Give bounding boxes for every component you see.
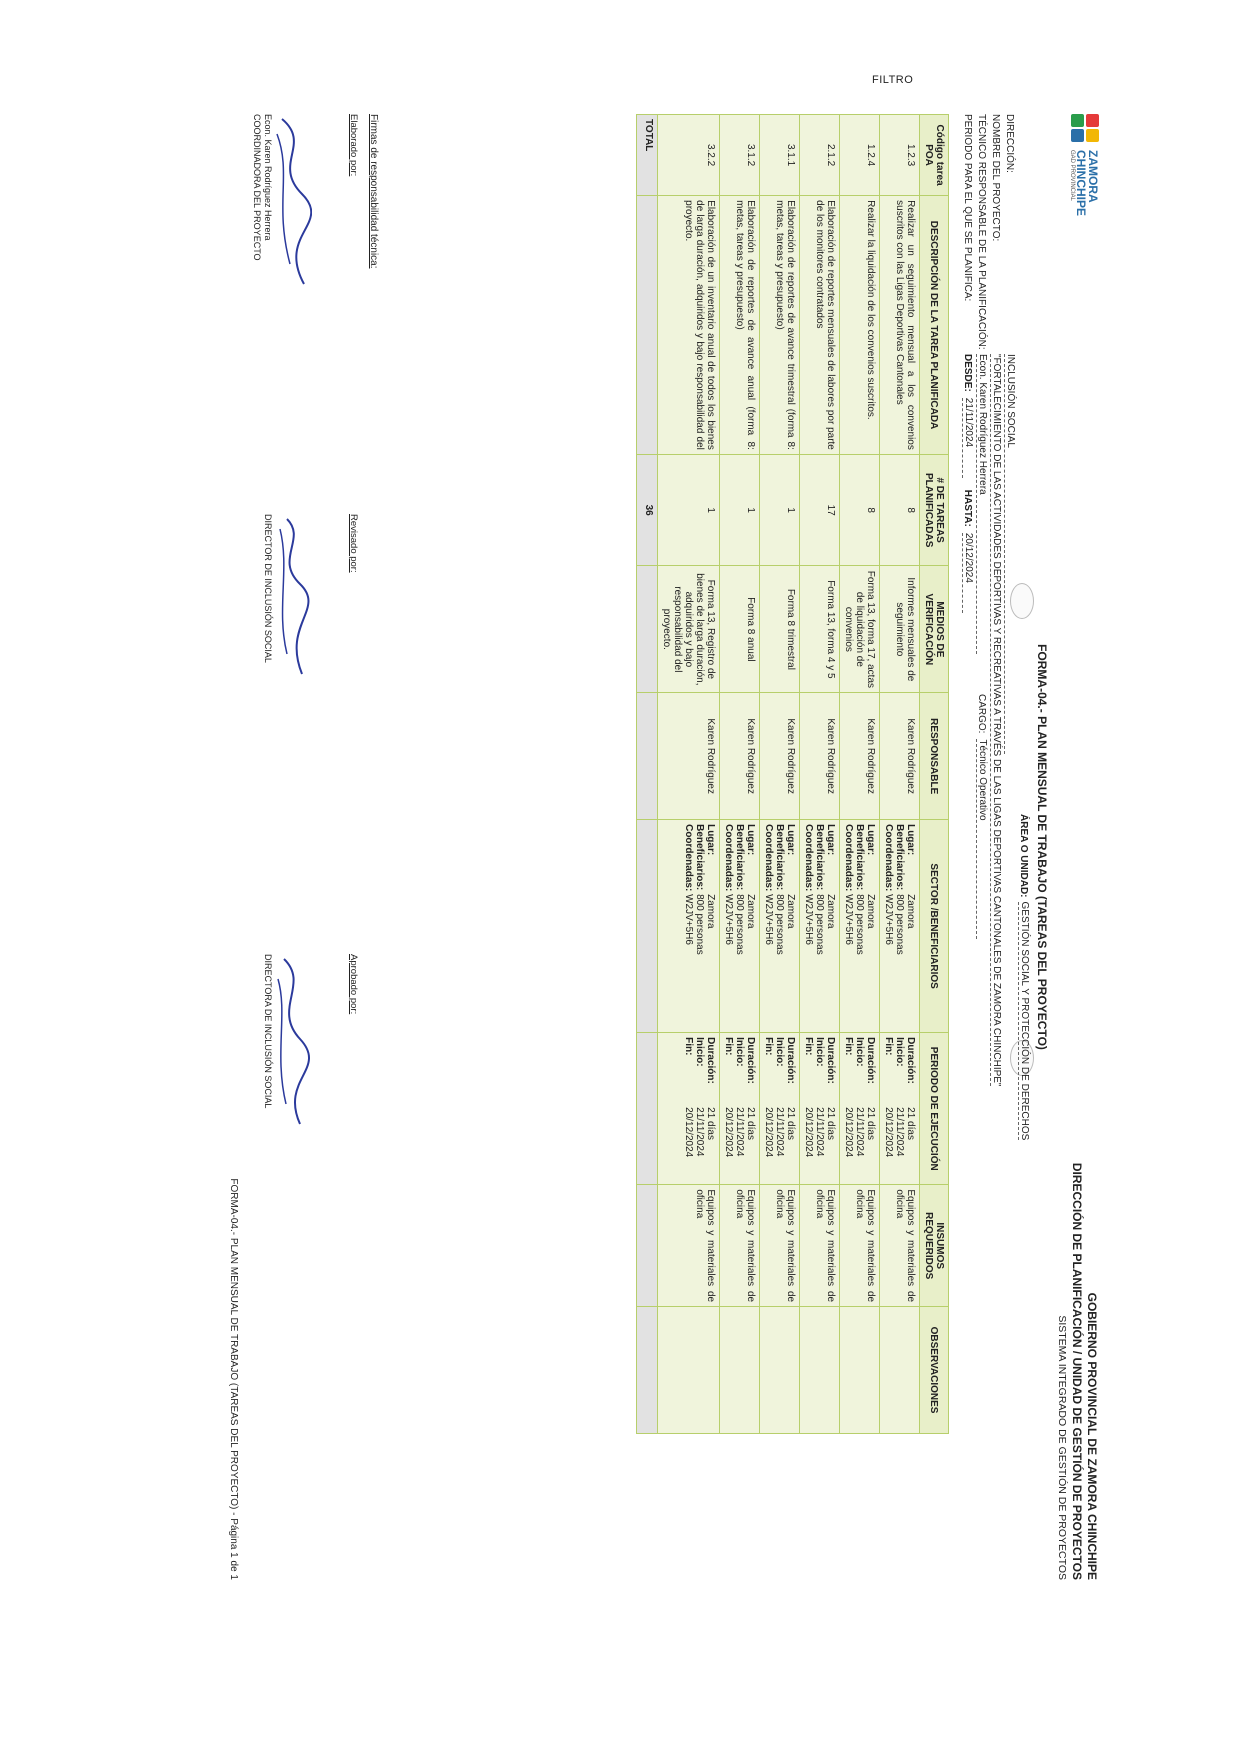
total-spacer [637, 1185, 658, 1307]
handwritten-signature-icon [276, 114, 312, 294]
table-row [658, 115, 720, 1434]
beneficiarios-label: Beneficiarios: [774, 824, 785, 891]
observations [720, 1307, 760, 1434]
verification-means: Forma 13, Registro de bienes de larga duración, adquiridos y bajo responsabilidad del proyecto. [658, 566, 720, 693]
task-code: 3.2.2 [658, 115, 720, 196]
lugar-value: Zamora [785, 894, 796, 929]
total-spacer [637, 196, 658, 455]
rotated-page [215, 114, 1099, 1580]
total-value: 36 [637, 454, 658, 566]
hasta-value: 20/12/2024 [962, 533, 974, 613]
lugar-value: Zamora [705, 894, 716, 929]
execution-period [720, 1033, 760, 1185]
execution-period [760, 1033, 800, 1185]
verification-means: Forma 13, forma 17, actas de liquidación de convenios [840, 566, 880, 693]
area-value: GESTIÓN SOCIAL Y PROTECCIÓN DE DERECHOS [1019, 901, 1030, 1141]
sector-beneficiaries [658, 820, 720, 1033]
duracion-label: Duración: [785, 1037, 796, 1084]
revisado-label: Revisado por: [348, 514, 359, 573]
aprobado-title: DIRECTORA DE INCLUSIÓN SOCIAL [263, 954, 273, 1109]
fin-label: Fin: [683, 1037, 694, 1056]
inicio-label: Inicio: [774, 1037, 785, 1067]
direccion-label: DIRECCIÓN: [1004, 114, 1016, 173]
beneficiarios-label: Beneficiarios: [734, 824, 745, 891]
required-inputs: Equipos y materiales de oficina [658, 1185, 720, 1307]
observations [880, 1307, 920, 1434]
table-header-row [920, 115, 949, 1434]
execution-period [840, 1033, 880, 1185]
beneficiarios-value: 800 personas [734, 894, 745, 955]
task-description: Realizar un seguimiento mensual a los convenios suscritos con las Ligas Deportivas Cantonales [880, 196, 920, 455]
desde-value: 21/11/2024 [962, 398, 974, 478]
signature-revisado [262, 514, 359, 764]
required-inputs: Equipos y materiales de oficina [760, 1185, 800, 1307]
beneficiarios-label: Beneficiarios: [854, 824, 865, 891]
sector-beneficiaries [800, 820, 840, 1033]
coordenadas-label: Coordenadas: [803, 824, 814, 892]
inicio-label: Inicio: [894, 1037, 905, 1067]
header-line-1: GOBIERNO PROVINCIAL DE ZAMORA CHINCHIPE [1085, 1292, 1099, 1580]
duracion-value: 21 días [905, 1107, 916, 1140]
table-row [840, 115, 880, 1434]
logo-subtext: GAD PROVINCIAL [1069, 150, 1075, 202]
lugar-label: Lugar: [745, 824, 756, 856]
beneficiarios-value: 800 personas [894, 894, 905, 955]
coordenadas-value: W2JV+5H6 [723, 894, 734, 945]
fin-value: 20/12/2024 [683, 1107, 694, 1158]
lugar-label: Lugar: [785, 824, 796, 856]
duracion-value: 21 días [865, 1107, 876, 1140]
tecnico-value: Econ. Karen Rodríguez Herrera [976, 354, 988, 654]
inicio-value: 21/11/2024 [694, 1107, 705, 1157]
coordenadas-label: Coordenadas: [843, 824, 854, 892]
cargo-label: CARGO: [976, 694, 988, 734]
proyecto-value: "FORTALECIMIENTO DE LAS ACTIVIDADES DEPORTIVAS Y RECREATIVAS A TRAVÉS DE LAS LIGAS DEPORTIVAS CANTONALES DE ZAMORA CHINCHIPE" [991, 354, 1002, 1087]
direccion-value: INCLUSIÓN SOCIAL [1004, 354, 1016, 754]
task-code: 3.1.2 [720, 115, 760, 196]
proyecto-label: NOMBRE DEL PROYECTO: [990, 114, 1002, 242]
handwritten-signature-icon [276, 954, 312, 1134]
coordenadas-label: Coordenadas: [763, 824, 774, 892]
hasta-label: HASTA: [962, 489, 974, 527]
handwritten-signature-icon [276, 514, 312, 694]
verification-means: Informes mensuales de seguimiento [880, 566, 920, 693]
fin-label: Fin: [723, 1037, 734, 1056]
coordenadas-value: W2JV+5H6 [763, 894, 774, 945]
logo-block [1069, 114, 1099, 454]
duracion-value: 21 días [705, 1107, 716, 1140]
duracion-value: 21 días [745, 1107, 756, 1140]
required-inputs: Equipos y materiales de oficina [720, 1185, 760, 1307]
lugar-label: Lugar: [905, 824, 916, 856]
sector-beneficiaries [880, 820, 920, 1033]
task-description: Elaboración de reportes de avance anual (forma 8: metas, tareas y presupuesto) [720, 196, 760, 455]
area-label: ÁREA O UNIDAD: [1018, 814, 1030, 898]
fin-label: Fin: [763, 1037, 774, 1056]
lugar-value: Zamora [745, 894, 756, 929]
table-row [720, 115, 760, 1434]
beneficiarios-value: 800 personas [774, 894, 785, 955]
lugar-label: Lugar: [865, 824, 876, 856]
duracion-label: Duración: [705, 1037, 716, 1084]
fin-value: 20/12/2024 [763, 1107, 774, 1158]
province-logo-icon [1069, 114, 1099, 144]
duracion-value: 21 días [785, 1107, 796, 1140]
observations [840, 1307, 880, 1434]
verification-means: Forma 8 anual [720, 566, 760, 693]
header-descripcion: DESCRIPCIÓN DE LA TAREA PLANIFICADA [920, 196, 949, 455]
inicio-label: Inicio: [734, 1037, 745, 1067]
fin-label: Fin: [843, 1037, 854, 1056]
duracion-label: Duración: [865, 1037, 876, 1084]
header-insumos: INSUMOS REQUERIDOS [920, 1185, 949, 1307]
observations [658, 1307, 720, 1434]
desde-label: DESDE: [962, 354, 974, 392]
header-responsable: RESPONSABLE [920, 693, 949, 820]
beneficiarios-value: 800 personas [814, 894, 825, 955]
form-title: FORMA-04.- PLAN MENSUAL DE TRABAJO (TAREAS DEL PROYECTO) [1035, 644, 1049, 1050]
filter-mark: FILTRO [872, 74, 914, 86]
page-footer: FORMA-04.- PLAN MENSUAL DE TRABAJO (TAREAS DEL PROYECTO) - Página 1 de 1 [228, 1178, 239, 1580]
project-meta [961, 114, 1031, 1580]
task-description: Elaboración de un inventario anual de todos los bienes de larga duración, adquiridos y bajo responsabilidad del proyecto. [658, 196, 720, 455]
inicio-value: 21/11/2024 [894, 1107, 905, 1157]
elaborado-title: COORDINADORA DEL PROYECTO [252, 114, 262, 261]
sector-beneficiaries [840, 820, 880, 1033]
total-row [637, 115, 658, 1434]
task-code: 2.1.2 [800, 115, 840, 196]
fin-value: 20/12/2024 [803, 1107, 814, 1158]
inicio-label: Inicio: [814, 1037, 825, 1067]
tecnico-label: TÉCNICO RESPONSABLE DE LA PLANIFICACIÓN: [976, 114, 988, 350]
beneficiarios-value: 800 personas [694, 894, 705, 955]
observations [760, 1307, 800, 1434]
revisado-title: DIRECTOR DE INCLUSIÓN SOCIAL [263, 514, 273, 663]
coordenadas-value: W2JV+5H6 [683, 894, 694, 945]
lugar-value: Zamora [825, 894, 836, 929]
responsible: Karen Rodríguez [800, 693, 840, 820]
sector-beneficiaries [760, 820, 800, 1033]
task-count: 8 [880, 454, 920, 566]
verification-means: Forma 8 trimestral [760, 566, 800, 693]
total-spacer [637, 566, 658, 693]
header-line-2: DIRECCIÓN DE PLANIFICACIÓN / UNIDAD DE GESTIÓN DE PROYECTOS [1070, 1162, 1084, 1580]
header-sector: SECTOR /BENEFICIARIOS [920, 820, 949, 1033]
coordenadas-label: Coordenadas: [723, 824, 734, 892]
task-count: 1 [658, 454, 720, 566]
duracion-label: Duración: [905, 1037, 916, 1084]
coordenadas-label: Coordenadas: [683, 824, 694, 892]
fin-value: 20/12/2024 [883, 1107, 894, 1158]
table-row [800, 115, 840, 1434]
cargo-value: Técnico Operativo [976, 739, 988, 939]
coordenadas-value: W2JV+5H6 [843, 894, 854, 945]
responsible: Karen Rodríguez [840, 693, 880, 820]
duracion-label: Duración: [825, 1037, 836, 1084]
fin-value: 20/12/2024 [843, 1107, 854, 1158]
coordenadas-value: W2JV+5H6 [803, 894, 814, 945]
beneficiarios-label: Beneficiarios: [814, 824, 825, 891]
signature-elaborado [251, 114, 359, 364]
observations [800, 1307, 840, 1434]
execution-period [658, 1033, 720, 1185]
header-tareas: # DE TAREAS PLANIFICADAS [920, 454, 949, 566]
required-inputs: Equipos y materiales de oficina [880, 1185, 920, 1307]
beneficiarios-value: 800 personas [854, 894, 865, 955]
total-spacer [637, 1307, 658, 1434]
total-spacer [637, 820, 658, 1033]
inicio-value: 21/11/2024 [814, 1107, 825, 1157]
duracion-value: 21 días [825, 1107, 836, 1140]
duracion-label: Duración: [745, 1037, 756, 1084]
inicio-label: Inicio: [854, 1037, 865, 1067]
task-code: 1.2.3 [880, 115, 920, 196]
inicio-value: 21/11/2024 [774, 1107, 785, 1157]
header-line-3: SISTEMA INTEGRADO DE GESTIÓN DE PROYECTOS [1056, 1315, 1068, 1580]
table-row [760, 115, 800, 1434]
task-code: 1.2.4 [840, 115, 880, 196]
total-spacer [637, 693, 658, 820]
table-row [880, 115, 920, 1434]
inicio-value: 21/11/2024 [854, 1107, 865, 1157]
header-medios: MEDIOS DE VERIFICACIÓN [920, 566, 949, 693]
header-codigo: Código tarea POA [920, 115, 949, 196]
beneficiarios-label: Beneficiarios: [694, 824, 705, 891]
task-description: Realizar la liquidación de los convenios suscritos. [840, 196, 880, 455]
task-count: 1 [760, 454, 800, 566]
execution-period [800, 1033, 840, 1185]
header-periodo: PERIODO DE EJECUCIÓN [920, 1033, 949, 1185]
execution-period [880, 1033, 920, 1185]
inicio-value: 21/11/2024 [734, 1107, 745, 1157]
elaborado-label: Elaborado por: [348, 114, 359, 177]
elaborado-name: Econ. Karen Rodríguez Herrera [263, 114, 273, 241]
task-code: 3.1.1 [760, 115, 800, 196]
fin-label: Fin: [883, 1037, 894, 1056]
responsible: Karen Rodríguez [658, 693, 720, 820]
header-observaciones: OBSERVACIONES [920, 1307, 949, 1434]
verification-means: Forma 13, forma 4 y 5 [800, 566, 840, 693]
task-count: 1 [720, 454, 760, 566]
required-inputs: Equipos y materiales de oficina [800, 1185, 840, 1307]
total-label: TOTAL [637, 115, 658, 196]
signature-aprobado [262, 954, 359, 1204]
lugar-value: Zamora [865, 894, 876, 929]
lugar-value: Zamora [905, 894, 916, 929]
coordenadas-label: Coordenadas: [883, 824, 894, 892]
required-inputs: Equipos y materiales de oficina [840, 1185, 880, 1307]
task-description: Elaboración de reportes mensuales de labores por parte de los monitores contratados [800, 196, 840, 455]
responsible: Karen Rodríguez [880, 693, 920, 820]
responsible: Karen Rodríguez [760, 693, 800, 820]
responsible: Karen Rodríguez [720, 693, 760, 820]
sector-beneficiaries [720, 820, 760, 1033]
total-spacer [637, 1033, 658, 1185]
logo-text-line1: ZAMORA [1086, 150, 1100, 203]
coordenadas-value: W2JV+5H6 [883, 894, 894, 945]
institution-header [1054, 1163, 1099, 1580]
task-count: 8 [840, 454, 880, 566]
lugar-label: Lugar: [705, 824, 716, 856]
tasks-table [636, 114, 949, 1434]
inicio-label: Inicio: [694, 1037, 705, 1067]
fin-value: 20/12/2024 [723, 1107, 734, 1158]
aprobado-label: Aprobado por: [348, 954, 359, 1015]
logo-text-line2: CHINCHIPE [1074, 150, 1088, 217]
periodo-label: PERIODO PARA EL QUE SE PLANIFICA: [962, 114, 974, 302]
lugar-label: Lugar: [825, 824, 836, 856]
fin-label: Fin: [803, 1037, 814, 1056]
task-description: Elaboración de reportes de avance trimestral (forma 8: metas, tareas y presupuesto) [760, 196, 800, 455]
signatures-heading: Firmas de responsabilidad técnica: [368, 114, 379, 269]
beneficiarios-label: Beneficiarios: [894, 824, 905, 891]
task-count: 17 [800, 454, 840, 566]
